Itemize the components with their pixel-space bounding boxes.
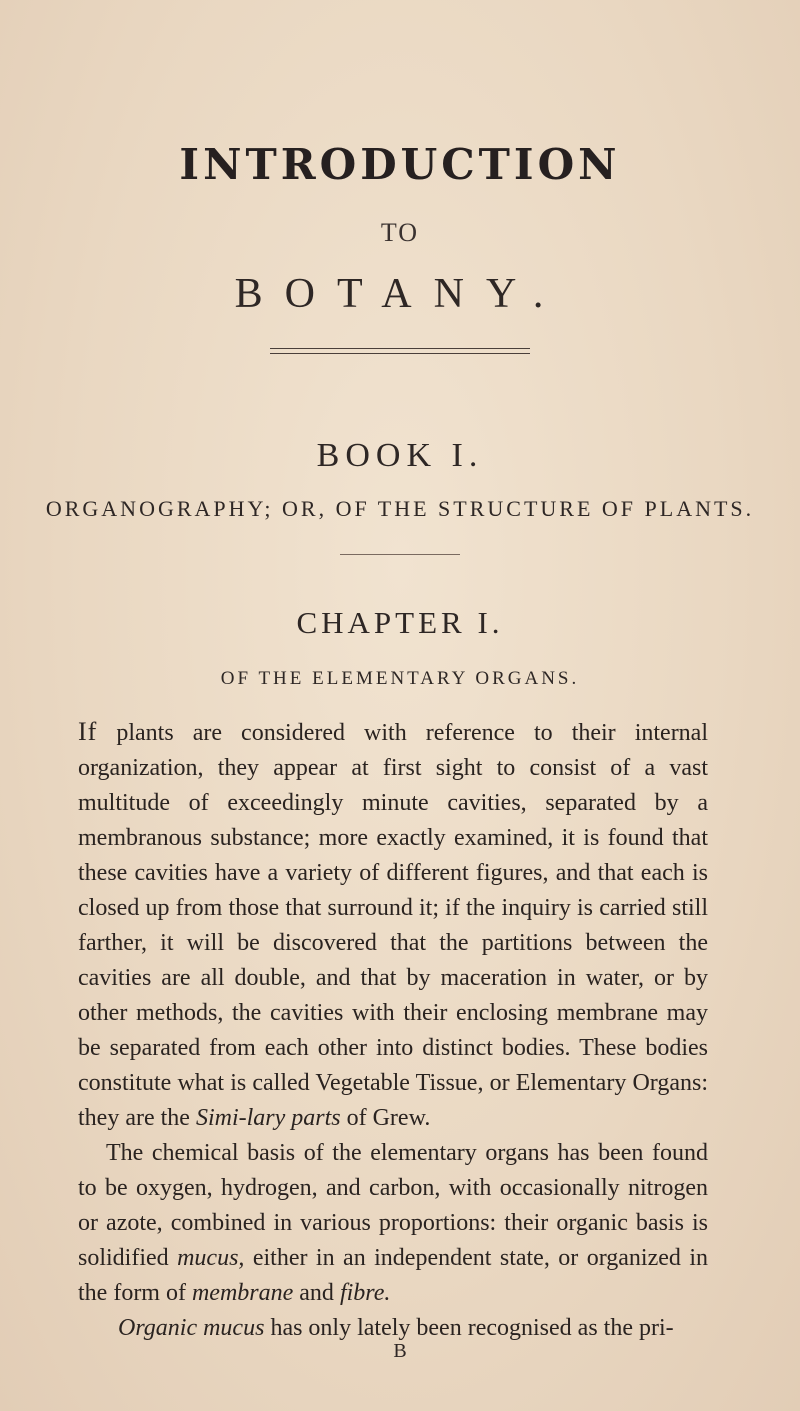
paragraph-1-italic: Simi-lary parts <box>195 1105 341 1131</box>
title-to: TO <box>380 218 420 247</box>
paragraph-1-text: plants are considered with reference to their internal organization, they appear at first sight to consist of a vast multitude of exceedingly minute cavities, separated by a membranous substance; more exactly examined, it is found that these cavities have a variety of different figures, and that each is closed up from those that surround it; if the inquiry is carried still farther, it will be discovered that the partitions between the cavities are all double, and that by maceration in water, or by other methods, the cavities with their enclosing membrane may be separated from each other into distinct bodies. These bodies constitute what is called Vegetable Tissue, or Elementary Organs: they are the <box>78 720 708 1131</box>
body-text <box>78 714 708 1346</box>
paragraph-1 <box>78 714 708 1136</box>
paragraph-2-membrane: membrane <box>191 1280 294 1306</box>
paragraph-3-text: has only lately been recognised as the pri- <box>264 1315 674 1341</box>
paragraph-opening-word: If <box>78 717 98 746</box>
title-subject: BOTANY. <box>234 271 566 317</box>
paragraph-2-text-b: either in an independent state, or organized in the form of <box>78 1245 708 1306</box>
chapter-subtitle: OF THE ELEMENTARY ORGANS. <box>220 668 580 689</box>
paragraph-3-italic: Organic mucus <box>118 1315 265 1341</box>
page-title: INTRODUCTION <box>179 140 621 189</box>
paragraph-2-text-a: The chemical basis of the elementary organs has been found to be oxygen, hydrogen, and carbon, with occasionally nitrogen or azote, combined in various proportions: their organic basis is solidified <box>78 1140 708 1271</box>
paragraph-2-fibre: fibre. <box>339 1280 391 1306</box>
paragraph-1-end: of Grew. <box>340 1105 431 1131</box>
chapter-heading: CHAPTER I. <box>296 605 504 640</box>
book-subtitle: ORGANOGRAPHY; OR, OF THE STRUCTURE OF PLANTS. <box>45 496 755 521</box>
paragraph-2 <box>78 1136 708 1311</box>
paragraph-2-mucus: mucus, <box>177 1245 245 1271</box>
paragraph-2-text-c: and <box>293 1280 340 1306</box>
double-rule-divider <box>270 348 530 354</box>
thin-rule-divider <box>340 554 460 555</box>
book-heading: BOOK I. <box>316 437 484 474</box>
signature-mark: B <box>393 1340 407 1362</box>
